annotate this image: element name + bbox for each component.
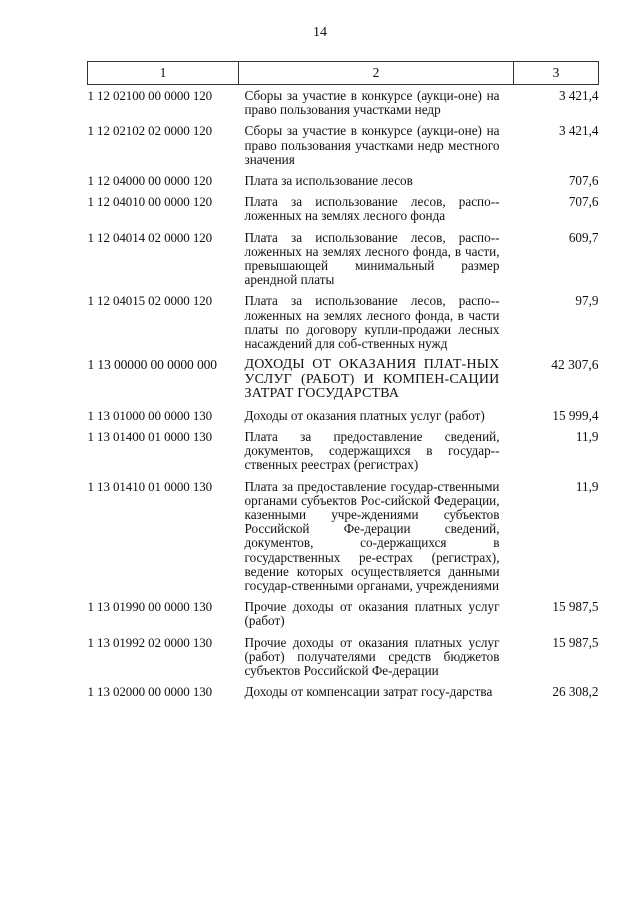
revenue-amount: 3 421,4 [558, 123, 599, 139]
column-header-code: 1 [88, 62, 239, 85]
budget-code: 1 12 04015 02 0000 120 [87, 293, 213, 309]
table-row [88, 294, 599, 358]
revenue-amount: 11,9 [575, 428, 599, 444]
budget-code: 1 13 01400 01 0000 130 [87, 428, 213, 444]
table-row [88, 409, 599, 430]
column-header-name: 2 [239, 62, 514, 85]
revenue-name: Доходы от компенсации затрат госу-дарства [244, 684, 493, 700]
table-row [88, 85, 599, 125]
budget-code: 1 13 02000 00 0000 130 [87, 684, 213, 700]
budget-code: 1 12 02102 02 0000 120 [87, 123, 213, 139]
revenue-amount: 42 307,6 [551, 357, 599, 373]
budget-code: 1 13 01992 02 0000 130 [87, 634, 213, 650]
budget-code: 1 13 01000 00 0000 130 [87, 407, 213, 423]
revenue-name: Сборы за участие в конкурсе (аукци-оне) на право пользования участками недр местного значения [244, 123, 500, 167]
revenue-amount: 97,9 [575, 293, 599, 309]
table-body [88, 85, 599, 707]
table-row-section-header [88, 358, 599, 409]
revenue-amount: 707,6 [568, 194, 599, 210]
page-number: 14 [313, 25, 327, 40]
table-row [88, 480, 599, 601]
revenue-name: Прочие доходы от оказания платных услуг (работ) получателями средств бюджетов субъектов Российской Фе-дерации [244, 634, 500, 678]
revenue-amount: 15 987,5 [552, 599, 599, 615]
revenue-name: ДОХОДЫ ОТ ОКАЗАНИЯ ПЛАТ-НЫХ УСЛУГ (РАБОТ) И КОМПЕН-САЦИИ ЗАТРАТ ГОСУДАРСТВА [244, 357, 500, 402]
revenue-amount: 707,6 [568, 173, 599, 189]
budget-code: 1 12 04010 00 0000 120 [87, 194, 213, 210]
budget-code: 1 12 04000 00 0000 120 [87, 173, 213, 189]
revenue-name: Прочие доходы от оказания платных услуг (работ) [244, 599, 500, 629]
column-header-value: 3 [514, 62, 599, 85]
table-row [88, 685, 599, 706]
budget-revenue-table [87, 61, 599, 706]
budget-code: 1 13 01410 01 0000 130 [87, 478, 213, 494]
revenue-name: Плата за предоставление государ-ственными органами субъектов Рос-сийской Федерации, казенными учре-ждениями субъектов Российской Фе-дерации сведений, документов, со-держащихся в государственных ре-естрах (регистрах), ведение которых осуществляется данными государ-ственными органами, учреждениями [244, 478, 500, 593]
revenue-amount: 26 308,2 [552, 684, 599, 700]
revenue-amount: 15 987,5 [552, 634, 599, 650]
revenue-name: Плата за предоставление сведений, документов, содержащихся в государ-ственных реестрах (регистрах) [244, 428, 500, 473]
table-row [88, 600, 599, 635]
table-row [88, 195, 599, 230]
table-row [88, 430, 599, 480]
table-row [88, 174, 599, 195]
revenue-name: Плата за использование лесов [244, 173, 413, 189]
revenue-amount: 11,9 [575, 478, 599, 494]
revenue-name: Сборы за участие в конкурсе (аукци-оне) на право пользования участками недр [244, 88, 500, 118]
table-header [88, 62, 599, 85]
table-row [88, 124, 599, 174]
revenue-name: Доходы от оказания платных услуг (работ) [244, 407, 485, 423]
revenue-amount: 609,7 [568, 229, 599, 245]
revenue-name: Плата за использование лесов, распо-ложенных на землях лесного фонда [244, 194, 500, 224]
revenue-amount: 15 999,4 [552, 407, 599, 423]
budget-code: 1 13 00000 00 0000 000 [87, 357, 217, 373]
budget-code: 1 13 01990 00 0000 130 [87, 599, 213, 615]
table-row [88, 231, 599, 295]
table-row [88, 636, 599, 686]
revenue-amount: 3 421,4 [558, 88, 599, 103]
budget-code: 1 12 02100 00 0000 120 [87, 88, 213, 103]
revenue-name: Плата за использование лесов, распо-ложенных на землях лесного фонда, в части, превышающей минимальный размер арендной платы [244, 229, 500, 288]
budget-code: 1 12 04014 02 0000 120 [87, 229, 213, 245]
revenue-name: Плата за использование лесов, распо-ложенных на землях лесного фонда, в части платы по договору купли-продажи лесных насаждений для соб-ственных нужд [244, 293, 500, 352]
